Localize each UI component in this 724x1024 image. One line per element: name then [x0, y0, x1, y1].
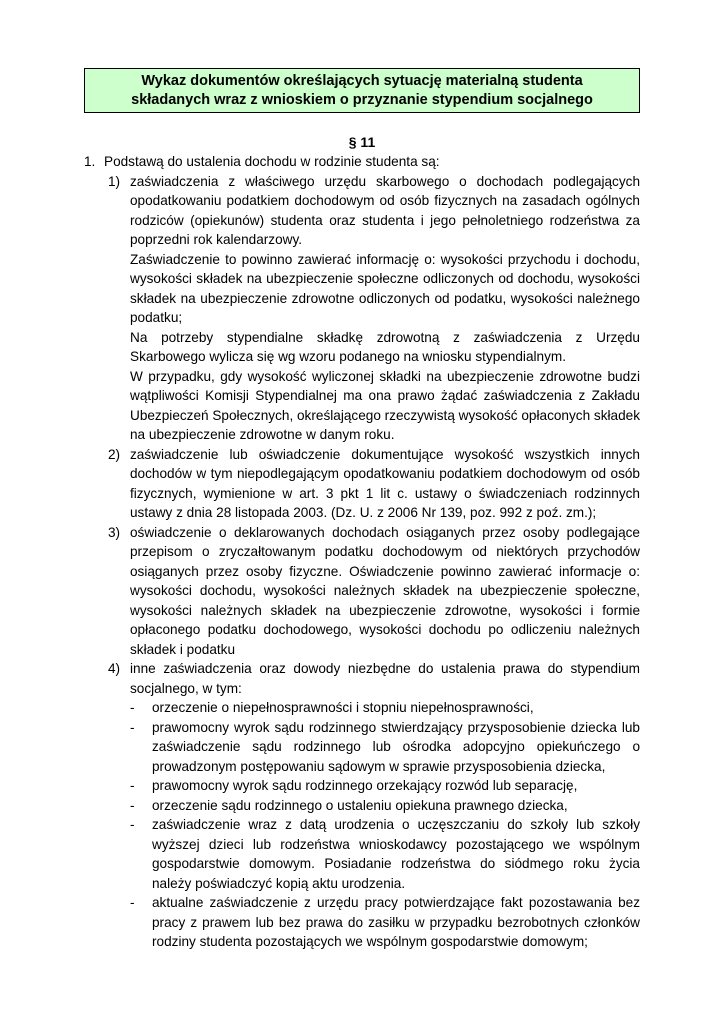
sub-item-text: orzeczenie o niepełnosprawności i stopniu niepełnosprawności,: [152, 700, 534, 715]
sub-item-text: aktualne zaświadczenie z urzędu pracy potwierdzające fakt pozostawania bez pracy z prawem lub bez prawa do zasiłku w przypadku bezrobotnych członków rodziny studenta pozostających we wspólnym gospodarstwie domowym;: [152, 895, 640, 949]
item-number: 1): [108, 173, 121, 189]
dash-bullet: -: [130, 700, 135, 715]
item-paragraph: oświadczenie o deklarowanych dochodach osiąganych przez osoby podlegające przepisom o zryczałtowanym podatku dochodowym od niektórych przychodów osiąganych przez osoby fizyczne. Oświadczenie powinno zawierać informacje o: wysokości dochodu, wysokości należnych składek na ubezpieczenie społeczne, wysokości należnych składek na ubezpieczenie zdrowotne, wysokości i formie opłaconego podatku dochodowego, wysokości dochodu po odliczeniu należnych składek i podatku: [130, 524, 640, 657]
point-number: 1.: [84, 154, 96, 169]
list-item-1: [84, 172, 640, 445]
dash-bullet: -: [130, 719, 135, 735]
document-title-box: [84, 68, 640, 113]
list-item-2: [84, 445, 640, 523]
sub-item: [84, 815, 640, 893]
title-line-1: Wykaz dokumentów określających sytuację materialną studenta: [141, 73, 583, 89]
sub-item-text: zaświadczenie wraz z datą urodzenia o uczęszczaniu do szkoły lub szkoły wyższej dzieci lub rodzeństwa wnioskodawcy pozostającego we wspólnym gospodarstwie domowym. Posiadanie rodzeństwa do siódmego roku życia należy poświadczyć kopią aktu urodzenia.: [152, 817, 640, 891]
sub-item: [84, 698, 640, 718]
dash-bullet: -: [130, 817, 135, 832]
item-paragraph: Zaświadczenie to powinno zawierać informację o: wysokości przychodu i dochodu, wysokości składek na ubezpieczenie społeczne odliczonych od dochodu, wysokości składek na ubezpieczenie zdrowotne odliczonych od podatku, wysokości należnego podatku;: [130, 251, 640, 325]
item-number: 3): [108, 524, 121, 540]
point-text: Podstawą do ustalenia dochodu w rodzinie studenta są:: [104, 154, 440, 169]
item-paragraph: Na potrzeby stypendialne składkę zdrowotną z zaświadczenia z Urzędu Skarbowego wylicza się wg wzoru podanego na wniosku stypendialnym.: [130, 329, 640, 364]
list-item-3: [84, 523, 640, 660]
section-heading: § 11: [348, 134, 376, 150]
sub-item: [84, 718, 640, 777]
sub-item-text: prawomocny wyrok sądu rodzinnego orzekający rozwód lub separację,: [152, 778, 578, 793]
dash-bullet: -: [130, 797, 135, 813]
document-body: [84, 152, 640, 952]
item-number: 4): [108, 661, 121, 676]
sub-item-text: orzeczenie sądu rodzinnego o ustaleniu opiekuna prawnego dziecka,: [152, 797, 568, 813]
dash-bullet: -: [130, 895, 135, 910]
sub-item: [84, 893, 640, 952]
sub-item-text: prawomocny wyrok sądu rodzinnego stwierdzający przysposobienie dziecka lub zaświadczenie sądu rodzinnego lub ośrodka adopcyjno opiekuńczego o prowadzonym postępowaniu sądowym w sprawie przysposobienia dziecka,: [152, 719, 640, 774]
point-1: [84, 152, 640, 172]
item-paragraph: zaświadczenia z właściwego urzędu skarbowego o dochodach podlegających opodatkowaniu podatkiem dochodowym od osób fizycznych na zasadach ogólnych rodziców (opiekunów) studenta oraz studenta i jego pełnoletniego rodzeństwa za poprzedni rok kalendarzowy.: [130, 173, 640, 247]
item-paragraph: zaświadczenie lub oświadczenie dokumentujące wysokość wszystkich innych dochodów w tym niepodlegającym opodatkowaniu podatkiem dochodowym od osób fizycznych, wymienione w art. 3 pkt 1 lit c. ustawy o świadczeniach rodzinnych ustawy z dnia 28 listopada 2003. (Dz. U. z 2006 Nr 139, poz. 992 z poź. zm.);: [130, 446, 640, 520]
dash-bullet: -: [130, 778, 135, 793]
sub-item: [84, 776, 640, 796]
list-item-4: [84, 659, 640, 698]
sub-item: [84, 796, 640, 816]
item-number: 2): [108, 446, 121, 462]
title-line-2: składanych wraz z wnioskiem o przyznanie stypendium socjalnego: [131, 92, 593, 108]
item-paragraph: inne zaświadczenia oraz dowody niezbędne do ustalenia prawa do stypendium socjalnego, w tym:: [130, 661, 640, 696]
item-paragraph: W przypadku, gdy wysokość wyliczonej składki na ubezpieczenie zdrowotne budzi wątpliwości Komisji Stypendialnej ma ona prawo żądać zaświadczenia z Zakładu Ubezpieczeń Społecznych, określającego rzeczywistą wysokość opłaconych składek na ubezpieczenie zdrowotne w danym roku.: [130, 368, 641, 442]
